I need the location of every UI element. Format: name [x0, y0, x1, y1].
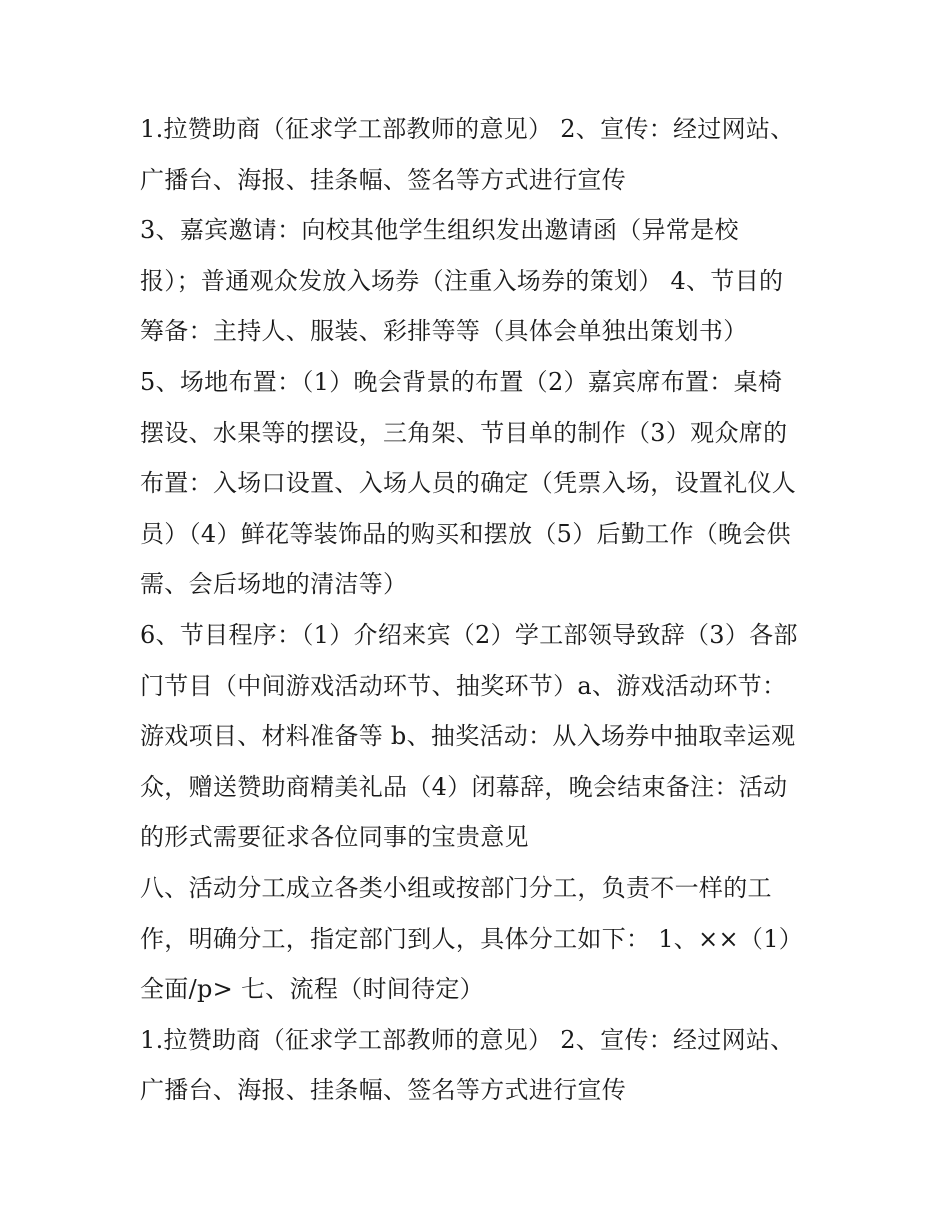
- text-line: 广播台、海报、挂条幅、签名等方式进行宣传: [140, 1076, 626, 1105]
- text-line: 员）（4）鲜花等装饰品的购买和摆放（5）后勤工作（晚会供: [140, 519, 791, 548]
- text-line: 3、嘉宾邀请：向校其他学生组织发出邀请函（异常是校: [140, 216, 739, 245]
- text-line: 门节目（中间游戏活动环节、抽奖环节）a、游戏活动环节：: [140, 671, 787, 700]
- text-line: 广播台、海报、挂条幅、签名等方式进行宣传: [140, 165, 626, 194]
- text-line: 众，赠送赞助商精美礼品（4）闭幕辞，晚会结束备注：活动: [140, 772, 788, 801]
- document-body: [140, 104, 830, 1116]
- text-line: 5、场地布置：（1）晚会背景的布置（2）嘉宾席布置：桌椅: [140, 367, 783, 396]
- text-line: 报）；普通观众发放入场券（注重入场券的策划） 4、节目的: [140, 266, 784, 295]
- text-line: 需、会后场地的清洁等）: [140, 570, 408, 599]
- text-line: 全面/p> 七、流程（时间待定）: [140, 975, 484, 1004]
- text-line: 1.拉赞助商（征求学工部教师的意见） 2、宣传：经过网站、: [140, 1025, 795, 1054]
- text-line: 摆设、水果等的摆设，三角架、节目单的制作（3）观众席的: [140, 418, 788, 447]
- text-line: 的形式需要征求各位同事的宝贵意见: [140, 823, 529, 852]
- text-line: 作，明确分工，指定部门到人，具体分工如下： 1、××（1）: [140, 924, 804, 953]
- text-line: 1.拉赞助商（征求学工部教师的意见） 2、宣传：经过网站、: [140, 115, 795, 143]
- text-line: 6、节目程序：（1）介绍来宾（2）学工部领导致辞（3）各部: [140, 620, 798, 649]
- text-line: 八、活动分工成立各类小组或按部门分工，负责不一样的工: [140, 873, 772, 902]
- text-line: 筹备：主持人、服装、彩排等等（具体会单独出策划书）: [140, 317, 748, 346]
- text-line: 游戏项目、材料准备等 b、抽奖活动：从入场券中抽取幸运观: [140, 722, 796, 751]
- text-line: 布置：入场口设置、入场人员的确定（凭票入场，设置礼仪人: [140, 469, 797, 498]
